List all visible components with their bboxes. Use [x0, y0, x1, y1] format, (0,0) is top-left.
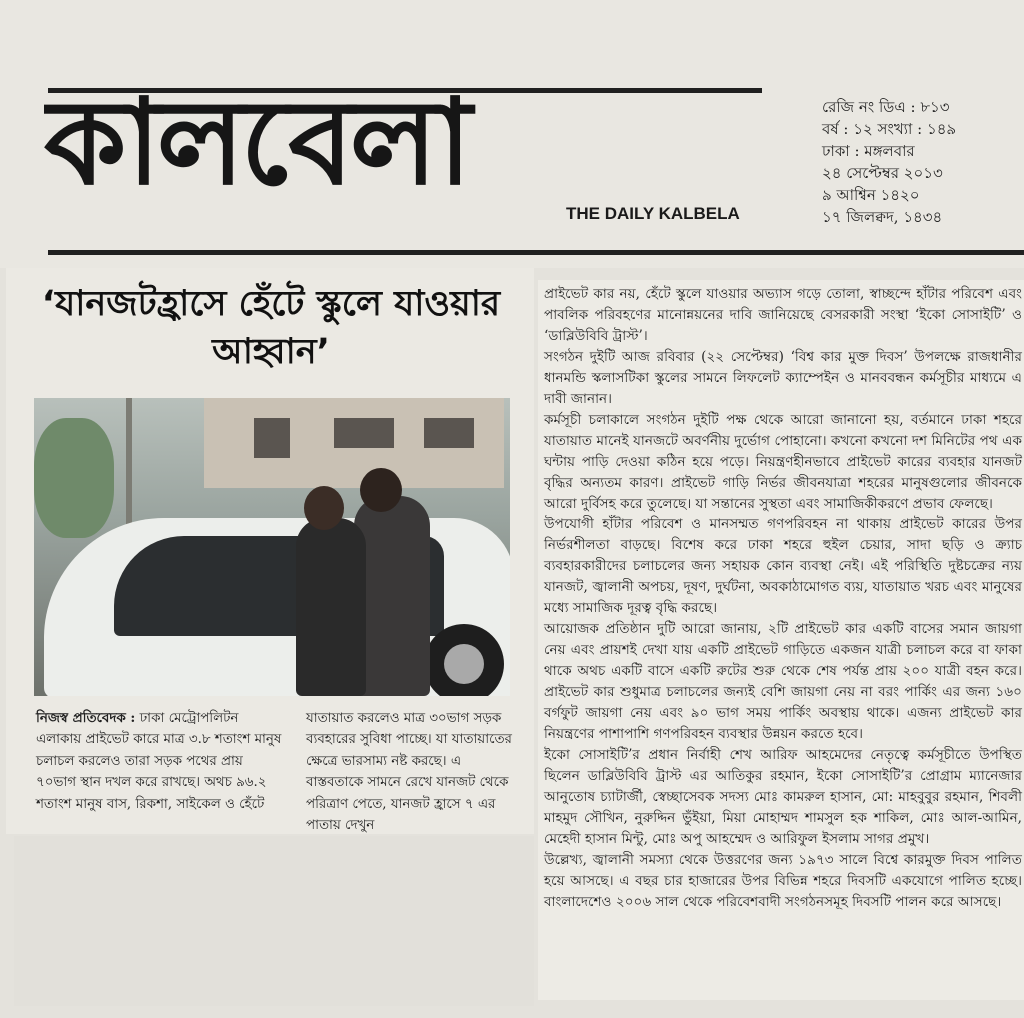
photo-person-man-head: [360, 468, 402, 512]
article-column-1: [36, 708, 286, 815]
article-column-1-text: ঢাকা মেট্রোপলিটন এলাকায় প্রাইভেট কারে মাত্র ৩.৮ শতাংশ মানুষ চলাচল করলেও তারা সড়ক পথের প্রায় ৭০ভাগ স্থান দখল করে রাখছে। অথচ ৯৬.২ শতাংশ মানুষ বাস, রিকশা, সাইকেল ও হেঁটে: [36, 711, 282, 812]
article-paragraph: সংগঠন দুইটি আজ রবিবার (২২ সেপ্টেম্বর) ‘বিশ্ব কার মুক্ত দিবস’ উপলক্ষে রাজধানীর ধানমন্ডি স্কলাসটিকা স্কুলের সামনে লিফলেট ক্যাম্পেইন ও মানববন্ধন কর্মসূচীর মাধ্যমে এ দাবী জানান।: [544, 348, 1022, 407]
photo-window: [254, 418, 290, 458]
article-paragraph: আয়োজক প্রতিষ্ঠান দুটি আরো জানায়, ২টি প্রাইভেট কার একটি বাসের সমান জায়গা নেয় এবং প্রায়শই দেখা যায় একটি প্রাইভেট গাড়িতে একজন যাত্রী চলাচল করে বা ফাকা থাকে অথচ একটি বাসে একটি রুটের শুরু থেকে শেষ পর্যন্ত প্রায় ২০০ যাত্রী বহন করে। প্রাইভেট কার শুধুমাত্র চলাচলের জন্যই বেশি জায়গা নেয় না বরং পার্কিং এর জন্য ১৬০ বর্গফুট জায়গা নেয় এবং ৯০ ভাগ সময় পার্কিং অবস্থায় থাকে। এজন্য প্রাইভেট কার নিয়ন্ত্রণের পাশাপাশি গণপরিবহন ব্যবস্থার উন্নয়ন করতে হবে।: [544, 621, 1022, 743]
issue-info: [822, 96, 1022, 228]
article-right-clipping: [538, 280, 1024, 1000]
issue-date-gregorian: ২৪ সেপ্টেম্বর ২০১৩: [822, 164, 943, 182]
article-body: [544, 284, 1022, 913]
photo-car-hub: [444, 644, 484, 684]
article-left-clipping: [6, 268, 534, 834]
issue-date-hijri: ১৭ জিলক্বদ, ১৪৩৪: [822, 208, 943, 226]
issue-city-day: ঢাকা : মঙ্গলবার: [822, 142, 915, 160]
article-paragraph: উল্লেখ্য, জ্বালানী সমস্যা থেকে উত্তরণের জন্য ১৯৭৩ সালে বিশ্বে কারমুক্ত দিবস পালিত হয়ে আসছে। এ বছর চার হাজারের উপর বিভিন্ন শহরে দিবসটি একযোগে পালিত হচ্ছে। বাংলাদেশেও ২০০৬ সাল থেকে পরিবেশবাদী সংগঠনসমূহ দিবসটি পালন করে আসছে।: [544, 851, 1022, 910]
newspaper-english-name: THE DAILY KALBELA: [566, 204, 740, 223]
issue-date-bengali: ৯ আশ্বিন ১৪২০: [822, 186, 920, 204]
photo-person-woman-head: [304, 486, 344, 530]
masthead-bottom-rule: [48, 250, 1024, 255]
photo-window: [334, 418, 394, 448]
article-photo: [34, 398, 510, 696]
article-paragraph: প্রাইভেট কার নয়, হেঁটে স্কুলে যাওয়ার অভ্যাস গড়ে তোলা, স্বাচ্ছন্দে হাঁটার পরিবেশ এবং পাবলিক পরিবহণের মানোন্নয়নের দাবি জানিয়েছে বেসরকারী সংস্থা ‘ইকো সোসাইটি’ ও ‘ডাব্লিউবিবি ট্রাস্ট’।: [544, 286, 1022, 344]
masthead: [0, 0, 1024, 268]
photo-window: [424, 418, 474, 448]
photo-person-woman: [296, 518, 366, 696]
article-byline: নিজস্ব প্রতিবেদক :: [36, 710, 136, 726]
article-paragraph: উপযোগী হাঁটার পরিবেশ ও মানসম্মত গণপরিবহন না থাকায় প্রাইভেট কারের উপর নির্ভরশীলতা বাড়ছে। বিশেষ করে ঢাকা শহরে হুইল চেয়ার, সাদা ছড়ি ও ক্র্যাচ ব্যবহারকারীদের চলাচলের জন্য সহায়ক কোন ব্যবস্থা নেই। এই পরিস্থিতি দুষ্টচক্রের ন্যয় যানজট, জ্বালানী অপচয়, দূষণ, দুর্ঘটনা, অবকাঠামোগত ব্যয়, যাতায়াত খরচ এবং মানুষের মধ্যে সামাজিক দূরত্ব বৃদ্ধি করছে।: [544, 516, 1022, 617]
issue-registration: রেজি নং ডিএ : ৮১৩: [822, 98, 950, 116]
article-column-2: যাতায়াত করলেও মাত্র ৩০ভাগ সড়ক ব্যবহারের সুবিধা পাচ্ছে। যা যাতায়াতের ক্ষেত্রে ভারসাম্য নষ্ট করছে। এ বাস্তবতাকে সামনে রেখে যানজট থেকে পরিত্রাণ পেতে, যানজট হ্রাসে ৭ এর পাতায় দেখুন: [306, 711, 512, 834]
photo-tree: [34, 418, 114, 538]
article-paragraph: ইকো সোসাইটি’র প্রধান নির্বাহী শেখ আরিফ আহমেদের নেতৃত্বে কর্মসূচীতে উপস্থিত ছিলেন ডাব্লিউবিবি ট্রাস্ট এর আতিকুর রহমান, ইকো সোসাইটি’র প্রোগ্রাম ম্যানেজার আনুতোষ চ্যাটার্জী, স্বেচ্ছাসেবক সদস্য মোঃ কামরুল হাসান, মো: মাহবুবুর রহমান, শিবলী মাহমুদ সৌখিন, নুরুদ্দিন ভুঁইয়া, মিয়া মোহাম্মদ শামসুল হক শাকিল, মোঃ আল-আমিন, মেহেদী হাসান মিন্টু, মোঃ অপু আহম্মেদ ও আরিফুল ইসলাম সাগর প্রমুখ।: [544, 746, 1022, 847]
article-paragraph: কর্মসূচী চলাকালে সংগঠন দুইটি পক্ষ থেকে আরো জানানো হয়, বর্তমানে ঢাকা শহরে যাতায়াত মানেই যানজটে অবর্ণনীয় দুর্ভোগ পোহানো। কখনো কখনো দশ মিনিটের পথ এক ঘন্টায় পাড়ি দেওয়া কঠিন হয়ে পড়ে। নিয়ন্ত্রণহীনভাবে প্রাইভেট কারের ব্যবহার যানজট বৃদ্ধির অন্যতম কারণ। প্রাইভেট গাড়ি নির্ভর জীবনযাত্রা শহরের মানুষগুলোর জীবনকে আরো দুর্বিসহ করে তুলেছে। যা সন্তানের সুস্থতা এবং সামাজিকীকরণে প্রভাব ফেলছে।: [544, 411, 1022, 512]
article-headline: ‘যানজটহ্রাসে হেঁটে স্কুলে যাওয়ার আহ্বান’: [41, 284, 501, 372]
issue-volume: বর্ষ : ১২ সংখ্যা : ১৪৯: [822, 120, 957, 138]
bleed-through-area: [14, 836, 534, 1006]
newspaper-logo: কালবেলা: [44, 73, 468, 211]
